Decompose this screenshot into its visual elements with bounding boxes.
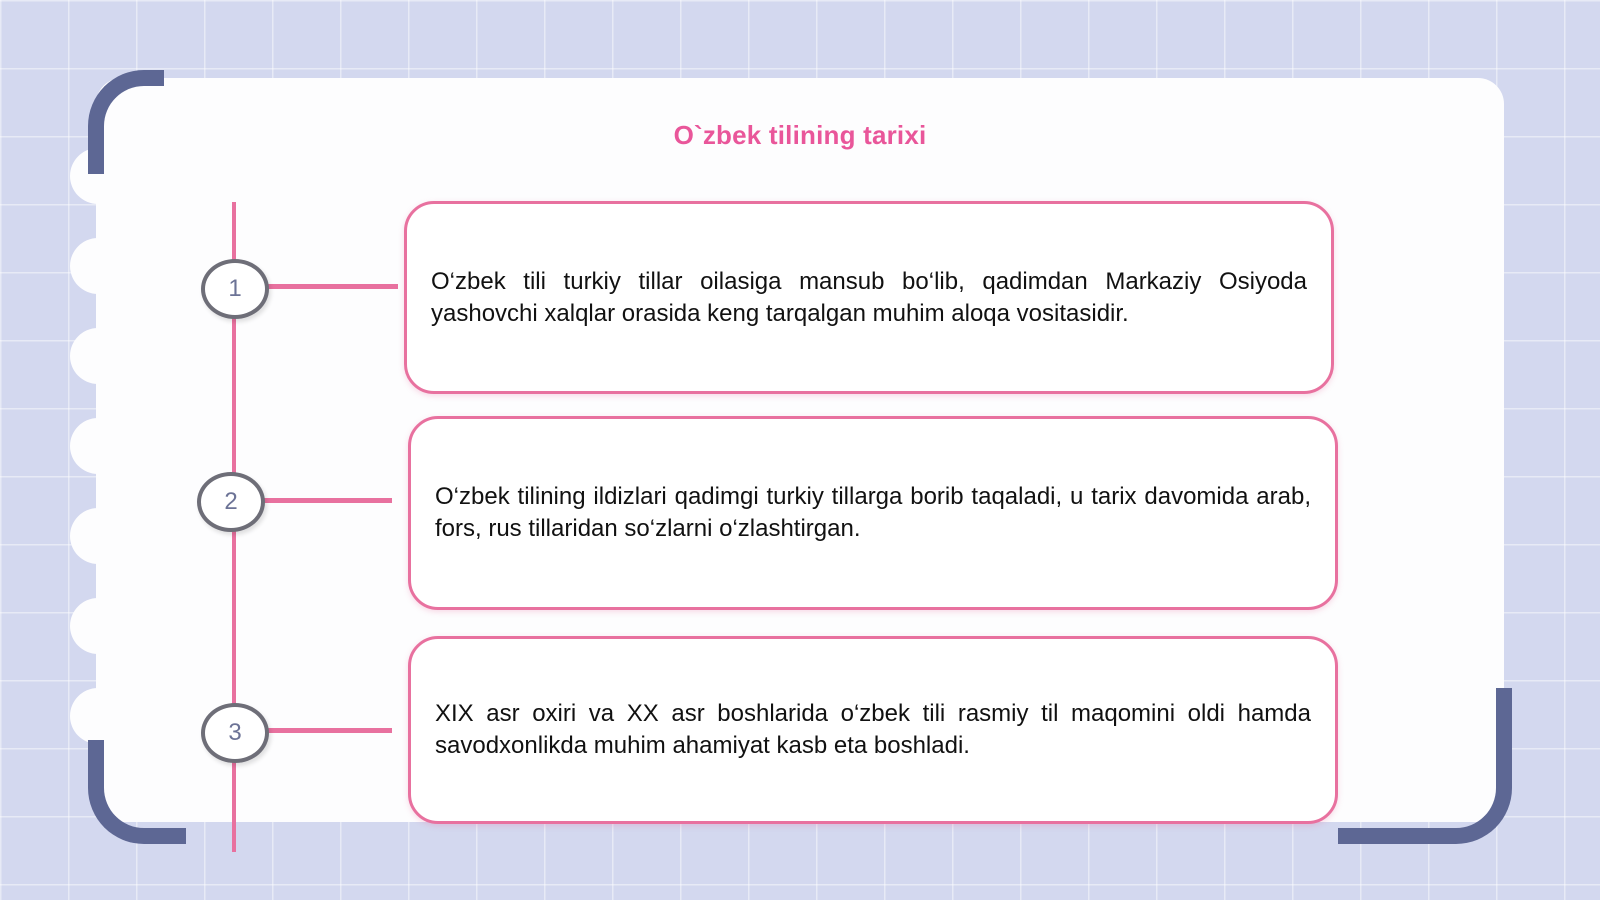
sheet-scallop: [70, 238, 126, 294]
timeline-connector: [262, 498, 392, 503]
step-number-1: 1: [201, 259, 269, 319]
sheet-scallop: [70, 328, 126, 384]
timeline-connector: [266, 284, 398, 289]
corner-bracket-bottom-right: [1338, 688, 1512, 844]
step-number-2: 2: [197, 472, 265, 532]
timeline-card-1: [404, 201, 1334, 394]
sheet-scallop: [70, 418, 126, 474]
sheet-scallop: [70, 688, 126, 744]
card-text-2: O‘zbek tilining ildizlari qadimgi turkiy tillarga borib taqaladi, u tarix davomida arab, fors, rus tillaridan so‘zlarni o‘zlashtirgan.: [435, 483, 1311, 542]
corner-bracket-bottom-left: [88, 740, 186, 844]
card-text-3: XIX asr oxiri va XX asr boshlarida o‘zbek tili rasmiy til maqomini oldi hamda savodxonlikda muhim ahamiyat kasb eta boshladi.: [435, 700, 1311, 759]
step-number-3: 3: [201, 703, 269, 763]
timeline-connector: [266, 728, 392, 733]
sheet-scallop: [70, 508, 126, 564]
sheet-scallop: [70, 598, 126, 654]
timeline-card-2: [408, 416, 1338, 610]
timeline-card-3: [408, 636, 1338, 824]
card-text-1: O‘zbek tili turkiy tillar oilasiga mansub bo‘lib, qadimdan Markaziy Osiyoda yashovchi xalqlar orasida keng tarqalgan muhim aloqa vositasidir.: [431, 267, 1307, 327]
page-title: O`zbek tilining tarixi: [673, 120, 927, 150]
